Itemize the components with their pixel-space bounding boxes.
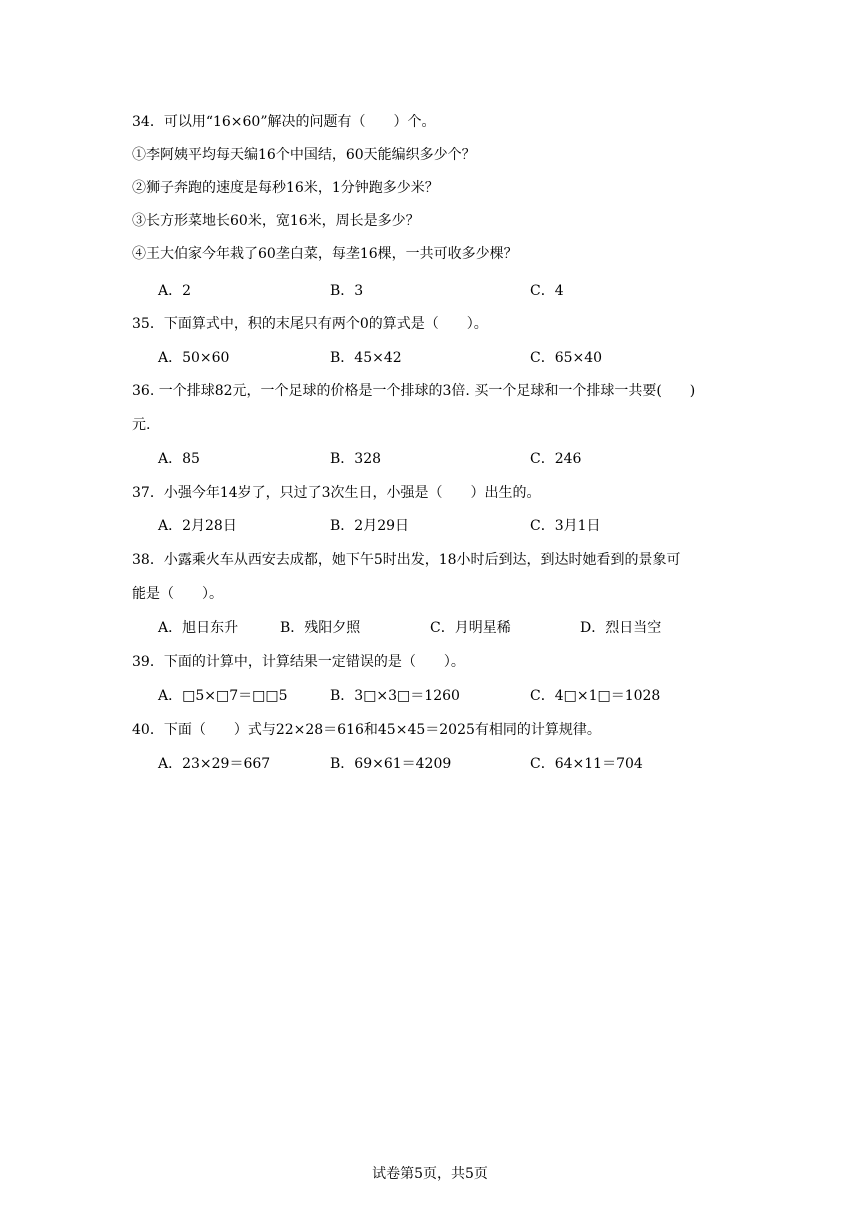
question-34-item-3: ③长方形菜地长60米，宽16米，周长是多少？ xyxy=(132,213,420,229)
question-40-option-b: B．69×61＝4209 xyxy=(330,756,452,772)
question-36-option-b: B．328 xyxy=(330,451,382,467)
question-39-stem: 39．下面的计算中，计算结果一定错误的是（ ）。 xyxy=(132,654,465,670)
question-37-option-c: C．3月1日 xyxy=(530,518,601,534)
question-36-stem-line-2: 元. xyxy=(132,417,151,433)
question-39-option-b: B．3□×3□＝1260 xyxy=(330,688,460,704)
question-38-option-a: A．旭日东升 xyxy=(158,620,239,636)
question-34-option-b: B．3 xyxy=(330,283,364,299)
question-38-stem-line-1: 38．小露乘火车从西安去成都，她下午5时出发，18小时后到达，到达时她看到的景象可 xyxy=(132,552,681,568)
question-35-option-a: A．50×60 xyxy=(158,350,230,366)
page-footer: 试卷第5页，共5页 xyxy=(372,1166,488,1182)
question-36-option-c: C．246 xyxy=(530,451,582,467)
question-37-stem: 37．小强今年14岁了，只过了3次生日，小强是（ ）出生的。 xyxy=(132,485,541,501)
question-34-option-a: A．2 xyxy=(158,283,192,299)
question-39-option-a: A．□5×□7＝□□5 xyxy=(158,688,288,704)
question-34-item-2: ②狮子奔跑的速度是每秒16米，1分钟跑多少米？ xyxy=(132,180,439,196)
question-37-option-b: B．2月29日 xyxy=(330,518,410,534)
question-38-option-d: D．烈日当空 xyxy=(580,620,662,636)
question-35-stem: 35．下面算式中，积的末尾只有两个0的算式是（ ）。 xyxy=(132,316,488,332)
question-39-option-c: C．4□×1□＝1028 xyxy=(530,688,661,704)
question-38-option-b: B．残阳夕照 xyxy=(280,620,361,636)
question-36-stem-line-1: 36. 一个排球82元，一个足球的价格是一个排球的3倍. 买一个足球和一个排球一共要( ) xyxy=(132,383,696,399)
question-37-option-a: A．2月28日 xyxy=(158,518,237,534)
question-35-option-b: B．45×42 xyxy=(330,350,402,366)
question-40-stem: 40．下面（ ）式与22×28＝616和45×45＝2025有相同的计算规律。 xyxy=(132,722,601,738)
question-36-option-a: A．85 xyxy=(158,451,200,467)
question-38-option-c: C．月明星稀 xyxy=(430,620,511,636)
question-38-stem-line-2: 能是（ ）。 xyxy=(132,586,223,602)
question-40-option-a: A．23×29＝667 xyxy=(158,756,271,772)
question-34-item-1: ①李阿姨平均每天编16个中国结，60天能编织多少个？ xyxy=(132,147,476,163)
question-34-item-4: ④王大伯家今年栽了60垄白菜，每垄16棵，一共可收多少棵？ xyxy=(132,246,518,262)
question-40-option-c: C．64×11＝704 xyxy=(530,756,643,772)
question-34-stem: 34．可以用“16×60”解决的问题有（ ）个。 xyxy=(132,114,436,130)
question-34-option-c: C．4 xyxy=(530,283,564,299)
question-35-option-c: C．65×40 xyxy=(530,350,603,366)
